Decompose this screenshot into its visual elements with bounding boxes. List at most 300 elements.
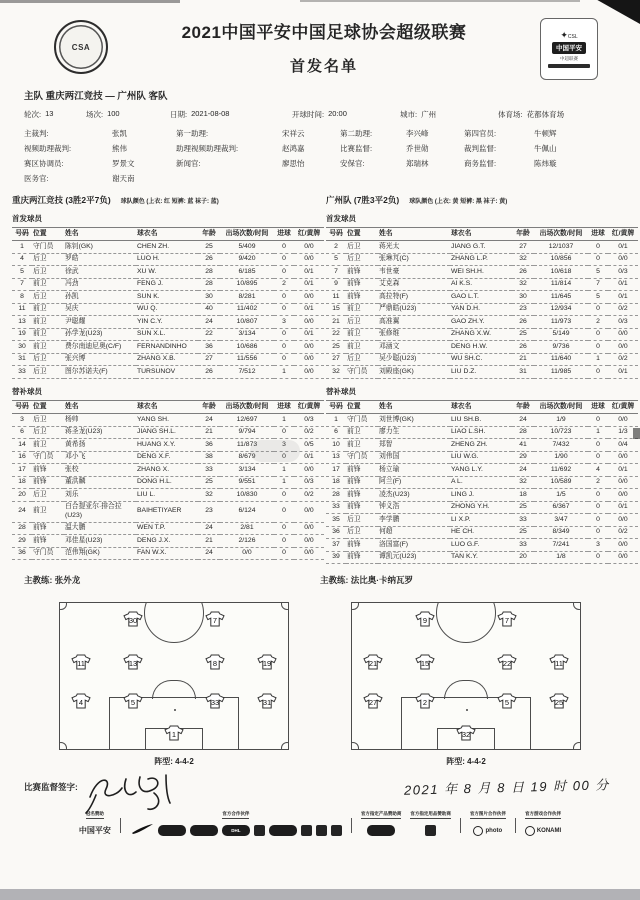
info-label: 轮次: [24, 110, 42, 119]
player-apps-time: 1/90 [534, 451, 588, 463]
player-number: 7 [12, 278, 32, 290]
player-cards: 0/3 [294, 414, 324, 426]
player-apps-time: 10/589 [534, 476, 588, 488]
player-cards: 0/1 [608, 241, 638, 253]
player-name: 廖力生 [378, 426, 450, 438]
sponsor-logo: DHL [222, 825, 250, 836]
official-label: 比赛监督: [340, 144, 373, 153]
player-age: 29 [512, 451, 534, 463]
sponsor-divider [515, 818, 516, 833]
sponsor-logo [316, 825, 327, 836]
player-row [12, 489, 324, 501]
column-header: 红/黄牌 [608, 400, 638, 413]
csa-logo-text: CSA [71, 42, 91, 52]
player-shirt-name: DENG X.F. [136, 451, 198, 463]
header [0, 0, 640, 80]
player-number: 3 [12, 414, 32, 426]
player-name: 孙凯 [64, 291, 136, 303]
player-apps-time: 10/830 [220, 489, 274, 501]
player-apps-time: 11/985 [534, 366, 588, 378]
player-age: 24 [198, 316, 220, 328]
player-position: 前卫 [346, 341, 378, 353]
player-name: 阿兰(F) [378, 476, 450, 488]
page-subtitle: 首发名单 [289, 58, 358, 75]
title-block [108, 14, 540, 76]
player-shirt-name: ZHONG Y.H. [450, 501, 512, 513]
player-row [326, 366, 638, 378]
player-row [12, 426, 324, 438]
table-header-row [12, 400, 324, 413]
player-cards: 0/0 [294, 464, 324, 476]
swoosh-icon [130, 822, 154, 840]
sponsor-divider [460, 818, 461, 833]
player-row [326, 266, 638, 278]
player-position: 后卫 [32, 426, 64, 438]
corner-arc [351, 742, 359, 750]
player-cards: 0/0 [608, 451, 638, 463]
player-cards: 0/2 [608, 303, 638, 315]
player-number: 33 [326, 501, 346, 513]
svg-text:5: 5 [504, 697, 510, 707]
player-name: 张兴博 [64, 353, 136, 365]
player-number: 1 [326, 414, 346, 426]
player-position: 后卫 [346, 526, 378, 538]
player-position: 前锋 [346, 489, 378, 501]
player-cards: 0/0 [608, 328, 638, 340]
player-apps-time: 3/134 [220, 328, 274, 340]
official-name: 张凯 [112, 129, 127, 138]
player-shirt-name: GAO ZH.Y. [450, 316, 512, 328]
player-goals: 7 [588, 278, 608, 290]
svg-text:7: 7 [212, 616, 218, 626]
column-header: 号码 [326, 228, 346, 241]
player-cards: 0/0 [294, 241, 324, 253]
player-name: 范伟翔(GK) [64, 547, 136, 559]
player-shirt-name: XU W. [136, 266, 198, 278]
player-position: 后卫 [346, 514, 378, 526]
player-goals: 0 [274, 341, 294, 353]
player-number: 35 [326, 514, 346, 526]
csl-badge-text: 中国平安 [552, 42, 586, 54]
player-cards: 0/0 [294, 316, 324, 328]
player-goals: 2 [274, 278, 294, 290]
player-apps-time: 1/9 [534, 414, 588, 426]
player-cards: 0/4 [608, 439, 638, 451]
svg-text:27: 27 [368, 697, 377, 707]
player-position: 后卫 [32, 366, 64, 378]
player-row [12, 476, 324, 488]
player-row [12, 547, 324, 559]
sponsor-group [79, 811, 111, 838]
info-value: 100 [107, 109, 120, 118]
column-header: 进球 [274, 400, 294, 413]
player-cards: 0/2 [608, 353, 638, 365]
column-header: 出场次数/时间 [534, 400, 588, 413]
player-number: 6 [326, 426, 346, 438]
player-shirt-name: YIN C.Y. [136, 316, 198, 328]
player-cards: 0/0 [294, 501, 324, 522]
player-row [326, 353, 638, 365]
player-age: 26 [512, 316, 534, 328]
player-shirt-name: WU Q. [136, 303, 198, 315]
player-age: 25 [512, 501, 534, 513]
player-cards: 0/0 [294, 366, 324, 378]
official-label: 助理视频助理裁判: [176, 144, 239, 153]
player-apps-time: 8/349 [534, 526, 588, 538]
player-position: 前卫 [346, 426, 378, 438]
player-cards: 0/3 [608, 316, 638, 328]
player-row [12, 464, 324, 476]
official-label: 裁判监督: [464, 144, 497, 153]
player-row [326, 464, 638, 476]
player-number: 33 [12, 366, 32, 378]
player-shirt-name: DENG J.X. [136, 535, 198, 547]
svg-text:22: 22 [502, 658, 512, 668]
player-shirt-name: LUO G.F. [450, 539, 512, 551]
player-position: 后卫 [32, 414, 64, 426]
player-name: 刘乐 [64, 489, 136, 501]
player-apps-time: 10/686 [220, 341, 274, 353]
player-row [12, 501, 324, 522]
coach-away: 主教练: 法比奥·卡纳瓦罗 [320, 575, 414, 586]
player-row [12, 278, 324, 290]
coach-row [0, 564, 640, 586]
player-age: 26 [198, 366, 220, 378]
player-goals: 5 [588, 266, 608, 278]
player-apps-time: 10/807 [220, 316, 274, 328]
player-row [326, 439, 638, 451]
info-label: 开球时间: [292, 110, 325, 119]
player-shirt-name: FAN W.X. [136, 547, 198, 559]
match-info-item [498, 109, 640, 120]
column-header: 进球 [588, 228, 608, 241]
player-position: 前锋 [346, 278, 378, 290]
player-name: 高拉特(F) [378, 291, 450, 303]
formation-away [351, 602, 581, 767]
player-position: 前卫 [346, 328, 378, 340]
player-apps-time: 11/402 [220, 303, 274, 315]
player-name: 钟义浩 [378, 501, 450, 513]
column-header: 姓名 [64, 228, 136, 241]
player-name: 艾克森 [378, 278, 450, 290]
svg-text:19: 19 [263, 658, 272, 668]
player-shirt-name: LI X.P. [450, 514, 512, 526]
svg-text:7: 7 [504, 616, 510, 626]
subs-label: 替补球员 [326, 386, 356, 396]
sponsor-group-label: 官方指定用品赞助商 [410, 811, 451, 819]
player-shirt-19 [257, 654, 277, 670]
sponsor-logos [130, 823, 342, 838]
table-header-row [12, 228, 324, 241]
player-position: 前卫 [32, 303, 64, 315]
column-header: 球衣名 [136, 228, 198, 241]
player-apps-time: 6/124 [220, 501, 274, 522]
player-shirt-name: FENG J. [136, 278, 198, 290]
player-position: 前锋 [32, 535, 64, 547]
svg-text:11: 11 [76, 658, 85, 668]
player-row [326, 328, 638, 340]
corner-arc [573, 602, 581, 610]
player-shirt-9 [415, 611, 435, 627]
column-header: 号码 [12, 228, 32, 241]
player-age: 32 [512, 253, 534, 265]
svg-text:11: 11 [555, 658, 564, 668]
player-number: 39 [326, 551, 346, 563]
player-position: 前卫 [32, 278, 64, 290]
player-apps-time: 11/645 [534, 291, 588, 303]
player-apps-time: 11/640 [534, 353, 588, 365]
player-number: 11 [12, 303, 32, 315]
player-position: 前卫 [346, 303, 378, 315]
player-shirt-1 [164, 725, 184, 741]
player-position: 后卫 [346, 241, 378, 253]
player-cards: 0/0 [294, 253, 324, 265]
player-shirt-name: CHEN ZH. [136, 241, 198, 253]
pitch-diagram-home [59, 602, 289, 750]
player-age: 25 [198, 476, 220, 488]
player-apps-time: 12/934 [534, 303, 588, 315]
player-name: 张校 [64, 464, 136, 476]
column-header: 出场次数/时间 [534, 228, 588, 241]
player-age: 32 [198, 489, 220, 501]
sponsor-logo-text: photo [485, 827, 503, 834]
player-row [12, 366, 324, 378]
official-name: 郑瑞林 [406, 159, 429, 168]
player-number: 19 [12, 328, 32, 340]
info-value: 广州 [421, 110, 437, 119]
player-name: 杨立瑜 [378, 464, 450, 476]
sponsor-logo [367, 825, 395, 836]
player-position: 前锋 [346, 266, 378, 278]
player-row [326, 253, 638, 265]
player-age: 21 [512, 353, 534, 365]
player-goals: 0 [274, 547, 294, 559]
player-goals: 0 [274, 328, 294, 340]
player-name: 冯劲 [64, 278, 136, 290]
player-number: 8 [12, 291, 32, 303]
player-cards: 0/1 [608, 501, 638, 513]
player-apps-time: 11/973 [534, 316, 588, 328]
player-row [326, 316, 638, 328]
svg-text:33: 33 [210, 697, 220, 707]
player-name: 张修维 [378, 328, 450, 340]
column-header: 出场次数/时间 [220, 400, 274, 413]
player-cards: 0/3 [608, 266, 638, 278]
player-goals: 3 [274, 439, 294, 451]
info-label: 场次: [86, 110, 104, 119]
sponsor-group-label: 冠名赞助 [86, 811, 104, 819]
info-label: 日期: [170, 110, 188, 119]
player-number: 17 [12, 464, 32, 476]
sponsor-group-label: 官方合作伙伴 [222, 811, 249, 819]
official-name: 熊伟 [112, 144, 127, 153]
column-header: 年龄 [198, 400, 220, 413]
official-label: 主裁判: [24, 129, 49, 138]
player-cards: 0/0 [608, 489, 638, 501]
player-apps-time: 7/241 [534, 539, 588, 551]
match-teams-line: 主队 重庆两江竞技 — 广州队 客队 [24, 91, 168, 102]
player-position: 后卫 [32, 266, 64, 278]
player-apps-time: 12/1037 [534, 241, 588, 253]
official-label: 安保官: [340, 159, 365, 168]
player-position: 前锋 [32, 464, 64, 476]
player-shirt-25 [549, 693, 569, 709]
player-number: 13 [12, 316, 32, 328]
player-number: 37 [326, 539, 346, 551]
corner-arc [281, 742, 289, 750]
player-shirt-name: LIU D.Z. [450, 366, 512, 378]
column-header: 球衣名 [136, 400, 198, 413]
player-number: 4 [12, 253, 32, 265]
player-name: 刘伟国 [378, 451, 450, 463]
player-name: 杨帅 [64, 414, 136, 426]
player-number: 7 [326, 266, 346, 278]
player-shirt-name: LIU W.G. [450, 451, 512, 463]
sponsor-logo-icon [525, 826, 535, 836]
player-goals: 0 [274, 522, 294, 534]
player-row [12, 341, 324, 353]
column-header: 球衣名 [450, 228, 512, 241]
player-row [326, 291, 638, 303]
official-name: 罗景文 [112, 159, 135, 168]
player-shirt-8 [205, 654, 225, 670]
player-apps-time: 6/185 [220, 266, 274, 278]
player-shirt-31 [257, 693, 277, 709]
corner-arc [59, 602, 67, 610]
player-row [326, 514, 638, 526]
subs-table-home [12, 400, 324, 560]
column-header: 球衣名 [450, 400, 512, 413]
scan-artifact [300, 0, 580, 2]
player-apps-time: 12/697 [220, 414, 274, 426]
player-row [326, 489, 638, 501]
player-cards: 0/2 [608, 526, 638, 538]
player-apps-time: 10/723 [534, 426, 588, 438]
match-info-item [400, 109, 498, 120]
player-apps-time: 0/0 [220, 547, 274, 559]
player-number: 30 [12, 341, 32, 353]
player-position: 前锋 [346, 501, 378, 513]
player-position: 前卫 [346, 439, 378, 451]
sponsor-divider [120, 818, 121, 833]
player-position: 前锋 [346, 539, 378, 551]
player-cards: 0/0 [608, 476, 638, 488]
player-goals: 5 [588, 291, 608, 303]
player-goals: 0 [274, 501, 294, 522]
column-header: 号码 [12, 400, 32, 413]
player-shirt-21 [363, 654, 383, 670]
official-name: 李兴峰 [406, 129, 429, 138]
svg-text:1: 1 [171, 730, 177, 740]
player-cards: 0/0 [608, 514, 638, 526]
player-goals: 0 [274, 535, 294, 547]
player-number: 32 [326, 366, 346, 378]
player-name: 罗皓 [64, 253, 136, 265]
player-age: 25 [198, 241, 220, 253]
player-age: 32 [512, 278, 534, 290]
player-name: 温大鹏 [64, 522, 136, 534]
corner-arc [59, 742, 67, 750]
svg-text:5: 5 [130, 697, 136, 707]
player-goals: 0 [274, 489, 294, 501]
player-apps-time: 9/794 [220, 426, 274, 438]
match-info-item [292, 109, 400, 120]
player-position: 前卫 [32, 341, 64, 353]
player-row [326, 426, 638, 438]
player-name: 刘世博(GK) [378, 414, 450, 426]
svg-text:15: 15 [420, 658, 430, 668]
svg-text:9: 9 [422, 616, 428, 626]
team-colors: 球队颜色 (上衣: 红 短裤: 蓝 袜子: 蓝) [120, 199, 219, 205]
official-name: 廖思怡 [282, 159, 305, 168]
player-cards: 0/1 [294, 328, 324, 340]
player-apps-time: 5/409 [220, 241, 274, 253]
player-cards: 0/0 [294, 291, 324, 303]
player-position: 后卫 [346, 253, 378, 265]
player-apps-time: 9/736 [534, 341, 588, 353]
player-goals: 0 [274, 241, 294, 253]
player-row [12, 266, 324, 278]
player-shirt-22 [497, 654, 517, 670]
player-goals: 0 [588, 439, 608, 451]
player-apps-time: 1/8 [534, 551, 588, 563]
player-number: 17 [326, 464, 346, 476]
svg-text:30: 30 [128, 616, 138, 626]
starters-table-home [12, 227, 324, 379]
official-name: 乔世勋 [406, 144, 429, 153]
player-position: 守门员 [32, 241, 64, 253]
player-number: 5 [326, 253, 346, 265]
officials-grid [0, 120, 640, 184]
csa-logo [54, 20, 108, 74]
player-position: 前锋 [32, 476, 64, 488]
team-column-away [326, 194, 635, 564]
player-apps-time: 3/134 [220, 464, 274, 476]
sponsor-bar [0, 811, 640, 838]
player-number: 16 [12, 451, 32, 463]
player-shirt-name: LING J. [450, 489, 512, 501]
player-name: 邓小飞 [64, 451, 136, 463]
player-goals: 0 [588, 489, 608, 501]
player-name: 吴庆 [64, 303, 136, 315]
player-shirt-name: ZHANG X.B. [136, 353, 198, 365]
player-name: 白合提亚尔·排合拉(U23) [64, 501, 136, 522]
player-position: 后卫 [32, 291, 64, 303]
match-info-row [0, 102, 640, 120]
player-age: 24 [198, 547, 220, 559]
player-cards: 0/1 [608, 464, 638, 476]
player-cards: 0/1 [608, 278, 638, 290]
sponsor-logos [367, 823, 395, 838]
player-position: 后卫 [32, 253, 64, 265]
player-shirt-name: FERNANDINHO [136, 341, 198, 353]
center-circle [144, 602, 204, 643]
player-shirt-5 [123, 693, 143, 709]
player-goals: 0 [588, 514, 608, 526]
player-row [326, 278, 638, 290]
player-row [12, 522, 324, 534]
player-name: 邓涵文 [378, 341, 450, 353]
player-age: 40 [198, 303, 220, 315]
player-number: 10 [326, 439, 346, 451]
player-position: 前卫 [32, 328, 64, 340]
column-header: 红/黄牌 [294, 228, 324, 241]
player-shirt-name: TURSUNOV [136, 366, 198, 378]
player-apps-time: 6/367 [534, 501, 588, 513]
player-name: 蒋光太 [378, 241, 450, 253]
team-head-home [12, 194, 318, 206]
player-age: 32 [512, 476, 534, 488]
